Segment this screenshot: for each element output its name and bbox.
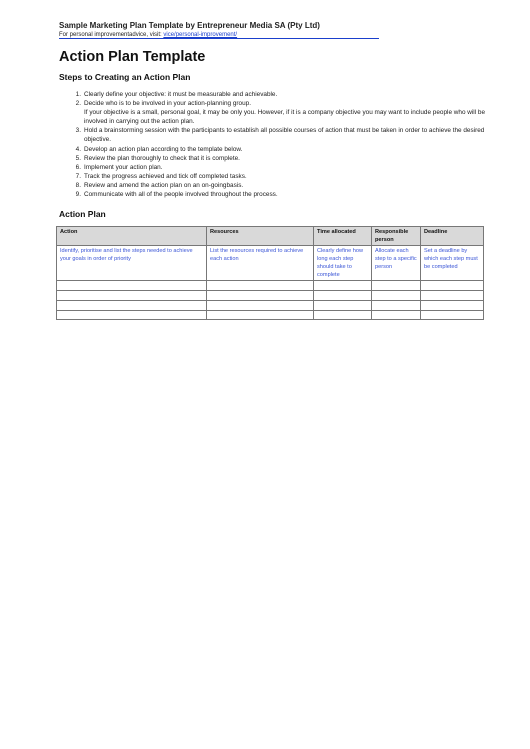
- table-cell-responsible-person[interactable]: [372, 280, 421, 290]
- steps-heading: Steps to Creating an Action Plan: [59, 72, 191, 82]
- step-text: [84, 99, 489, 126]
- list-item: [59, 163, 489, 172]
- table-cell-deadline[interactable]: [421, 290, 484, 300]
- step-text: [84, 172, 489, 181]
- column-header-action: Action: [57, 227, 207, 246]
- step-text-main: Communicate with all of the people involved throughout the process.: [84, 191, 278, 199]
- list-item: [59, 190, 489, 199]
- header-subtitle-prefix: For personal improvementadvice, visit:: [59, 32, 164, 38]
- table-cell-action[interactable]: [57, 290, 207, 300]
- table-cell-action[interactable]: [57, 280, 207, 290]
- column-header-resources: Resources: [207, 227, 314, 246]
- column-header-responsible-person: Responsible person: [372, 227, 421, 246]
- column-header-deadline: Deadline: [421, 227, 484, 246]
- step-text-main: Clearly define your objective: it must be measurable and achievable.: [84, 91, 278, 98]
- table-cell-responsible-person[interactable]: Allocate each step to a specific person: [372, 245, 421, 280]
- step-number: 4.: [75, 145, 81, 153]
- list-item: [59, 90, 489, 99]
- table-cell-resources[interactable]: [207, 300, 314, 310]
- step-text-main: Develop an action plan according to the template below.: [84, 145, 243, 153]
- table-cell-responsible-person[interactable]: [372, 300, 421, 310]
- table-row: [57, 310, 484, 319]
- step-text-main: Review the plan thoroughly to check that it is complete.: [84, 154, 240, 162]
- table-header-row: [57, 227, 484, 246]
- table-cell-action[interactable]: [57, 310, 207, 319]
- list-item: [59, 172, 489, 181]
- step-text-main: Track the progress achieved and tick off completed tasks.: [84, 172, 247, 180]
- step-text-main: Implement your action plan.: [84, 163, 163, 171]
- step-text: [84, 163, 489, 172]
- step-number: 7.: [75, 172, 81, 180]
- table-row: [57, 280, 484, 290]
- table-cell-deadline[interactable]: Set a deadline by which each step must be completed: [421, 245, 484, 280]
- step-number: 9.: [75, 191, 81, 199]
- table-row: [57, 300, 484, 310]
- table-cell-resources[interactable]: [207, 280, 314, 290]
- list-item: [59, 99, 489, 126]
- list-item: [59, 154, 489, 163]
- table-cell-time-allocated[interactable]: [314, 280, 372, 290]
- step-number: 6.: [75, 163, 81, 171]
- list-item: [59, 145, 489, 154]
- step-text-main: Review and amend the action plan on an on-goingbasis.: [84, 181, 244, 189]
- table-cell-resources[interactable]: List the resources required to achieve each action: [207, 245, 314, 280]
- step-number: 2.: [75, 100, 81, 108]
- table-row: [57, 245, 484, 280]
- steps-list: [59, 90, 489, 199]
- table-cell-time-allocated[interactable]: [314, 300, 372, 310]
- header-divider: [59, 38, 379, 39]
- table-cell-resources[interactable]: [207, 290, 314, 300]
- action-plan-heading: Action Plan: [59, 209, 106, 219]
- table-cell-responsible-person[interactable]: [372, 310, 421, 319]
- table-cell-deadline[interactable]: [421, 300, 484, 310]
- step-number: 8.: [75, 181, 81, 189]
- step-text: [84, 90, 489, 99]
- step-text: [84, 190, 489, 199]
- step-number: 1.: [75, 91, 81, 98]
- list-item: [59, 126, 489, 144]
- step-text: [84, 154, 489, 163]
- table-cell-action[interactable]: [57, 300, 207, 310]
- table-cell-deadline[interactable]: [421, 310, 484, 319]
- step-text: [84, 181, 489, 190]
- header-title: Sample Marketing Plan Template by Entrepreneur Media SA (Pty Ltd): [59, 21, 320, 30]
- table-cell-deadline[interactable]: [421, 280, 484, 290]
- table-row: [57, 290, 484, 300]
- step-number: 3.: [75, 127, 81, 135]
- table-cell-time-allocated[interactable]: Clearly define how long each step should take to complete: [314, 245, 372, 280]
- step-text-continuation: If your objective is a small, personal goal, it may be only you. However, if it is a company objective you may want to include people who will be involved in carrying out the action plan.: [84, 109, 486, 126]
- action-plan-table: [56, 226, 484, 320]
- table-cell-time-allocated[interactable]: [314, 290, 372, 300]
- table-cell-time-allocated[interactable]: [314, 310, 372, 319]
- column-header-time-allocated: Time allocated: [314, 227, 372, 246]
- table-cell-responsible-person[interactable]: [372, 290, 421, 300]
- table-cell-action[interactable]: Identify, prioritise and list the steps needed to achieve your goals in order of priority: [57, 245, 207, 280]
- step-number: 5.: [75, 154, 81, 162]
- step-text-main: Hold a brainstorming session with the participants to establish all possible courses of action that must be taken in order to achieve the desired objective.: [84, 127, 485, 144]
- list-item: [59, 181, 489, 190]
- step-text: [84, 145, 489, 154]
- page-title: Action Plan Template: [59, 49, 206, 65]
- step-text-main: Decide who is to be involved in your action-planning group.: [84, 100, 251, 108]
- step-text: [84, 126, 489, 144]
- table-cell-resources[interactable]: [207, 310, 314, 319]
- header-link[interactable]: vice/personal-improvement/: [163, 32, 238, 38]
